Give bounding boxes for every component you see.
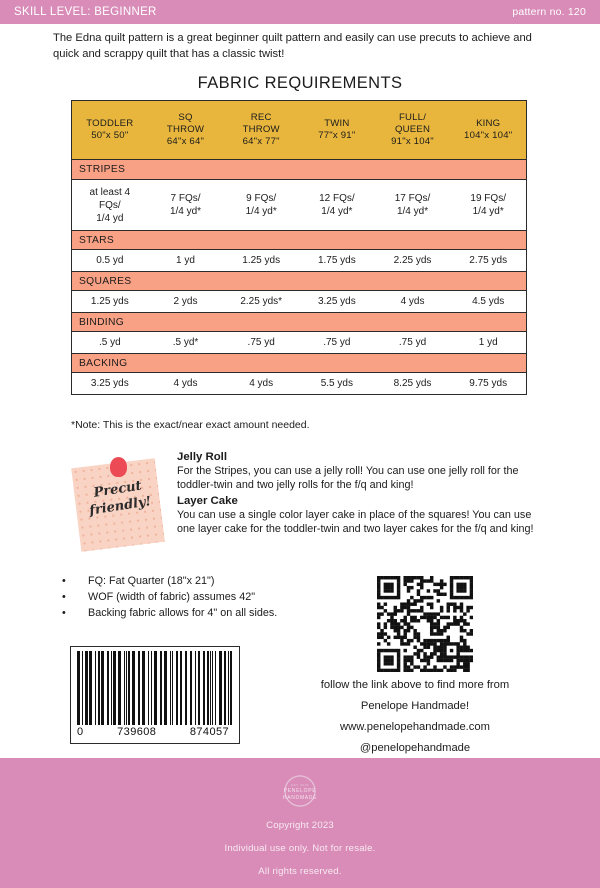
column-size: 64"x 77" [242, 136, 280, 148]
column-name: QUEEN [394, 123, 431, 135]
bullet-icon: • [62, 607, 66, 619]
column-size: 91"x 104" [391, 136, 434, 148]
table-row [72, 291, 526, 312]
list-item [62, 605, 362, 621]
list-item [62, 589, 362, 605]
follow-links-block [290, 675, 540, 759]
svg-text:HANDMADE: HANDMADE [282, 795, 318, 801]
table-row [72, 332, 526, 353]
barcode-digits [77, 725, 233, 738]
column-name: KING [476, 117, 501, 129]
cell-line: 0.5 yd [96, 255, 124, 266]
table-body [72, 160, 526, 394]
column-name: TWIN [324, 117, 350, 129]
individual-use-text: Individual use only. Not for resale. [224, 843, 376, 854]
barcode-digit-mid: 739608 [117, 726, 157, 738]
table-column-header [450, 101, 526, 159]
cell-line: 4 yds [249, 378, 274, 389]
table-section-header: BACKING [72, 353, 526, 373]
table-cell [299, 250, 375, 271]
table-row [72, 250, 526, 271]
table-cell [148, 291, 224, 312]
svg-text:PENELOPE: PENELOPE [283, 788, 317, 794]
page-footer [0, 758, 600, 888]
column-size: 104"x 104" [464, 130, 513, 141]
precut-info-block [177, 450, 537, 537]
intro-paragraph: The Edna quilt pattern is a great beginner quilt pattern and easily can use precuts to achieve and quick and scrappy quilt that has a classic twist! [53, 32, 532, 60]
table-cell [375, 373, 451, 394]
list-item-label: WOF (width of fabric) assumes 42" [88, 591, 256, 603]
sticky-note-line-2: friendly! [88, 494, 153, 519]
column-name: REC [250, 111, 272, 123]
cell-line: 2.25 yds* [240, 296, 283, 307]
website-url[interactable]: www.penelopehandmade.com [340, 721, 490, 733]
table-cell [223, 373, 299, 394]
table-note: *Note: This is the exact/near exact amount needed. [71, 419, 310, 431]
column-name: FULL/ [398, 111, 427, 123]
table-cell [223, 250, 299, 271]
cell-line: 1.25 yds [242, 255, 281, 266]
column-name: SQ [178, 111, 193, 123]
cell-line: 7 FQs/ [170, 193, 201, 204]
table-cell [299, 291, 375, 312]
cell-line: 19 FQs/ [470, 193, 506, 204]
table-cell [450, 250, 526, 271]
cell-line: 2.75 yds [469, 255, 508, 266]
barcode-digit-right: 874057 [189, 726, 229, 738]
table-cell [72, 180, 148, 230]
cell-line: .75 yd [398, 337, 427, 348]
table-column-header [223, 101, 299, 159]
barcode [70, 646, 240, 744]
table-section-header: STARS [72, 230, 526, 250]
list-item [62, 573, 362, 589]
table-cell [375, 180, 451, 230]
table-cell [223, 291, 299, 312]
cell-line: 4 yds [400, 296, 425, 307]
table-column-header [72, 101, 148, 159]
column-size: 77"x 91" [318, 130, 356, 141]
table-cell [375, 250, 451, 271]
cell-line: .75 yd [247, 337, 275, 348]
sticky-note-line-1: Precut [92, 478, 143, 501]
table-cell [450, 180, 526, 230]
column-size: 64"x 64" [166, 136, 205, 148]
skill-level-label: SKILL LEVEL: BEGINNER [14, 6, 157, 18]
cell-line: 5.5 yds [320, 378, 353, 389]
cell-line: 1/4 yd* [169, 206, 202, 217]
table-cell [148, 250, 224, 271]
column-name: THROW [242, 123, 280, 135]
layer-cake-heading: Layer Cake [177, 494, 238, 507]
jelly-roll-body: For the Stripes, you can use a jelly roll! You can use one jelly roll for the toddler-twin and two jelly rolls for the f/q and king! [177, 465, 519, 492]
table-row [72, 373, 526, 394]
cell-line: 17 FQs/ [394, 193, 431, 204]
table-section-header: STRIPES [72, 160, 526, 180]
cell-line: 1/4 yd* [472, 206, 504, 217]
brand-name: Penelope Handmade! [360, 700, 470, 712]
table-cell [72, 250, 148, 271]
table-cell [72, 373, 148, 394]
table-cell [72, 332, 148, 353]
skill-level-banner [0, 0, 600, 24]
cell-line: 3.25 yds [90, 378, 129, 389]
cell-line: 9 FQs/ [246, 193, 277, 204]
table-cell [450, 291, 526, 312]
fabric-requirements-table [71, 100, 527, 395]
table-cell [148, 373, 224, 394]
table-cell [450, 332, 526, 353]
list-item-label: FQ: Fat Quarter (18"x 21") [88, 575, 215, 587]
table-cell [223, 180, 299, 230]
pushpin-icon [110, 457, 127, 477]
definitions-list [62, 573, 362, 621]
barcode-digit-left: 0 [77, 726, 84, 738]
bullet-icon: • [62, 591, 66, 603]
table-cell [375, 332, 451, 353]
cell-line: FQs/ [99, 199, 121, 211]
cell-line: .5 yd* [172, 337, 199, 348]
table-cell [223, 332, 299, 353]
cell-line: .5 yd [98, 337, 121, 348]
table-column-header [299, 101, 375, 159]
cell-line: 1.25 yds [90, 296, 129, 307]
layer-cake-body: You can use a single color layer cake in place of the squares! You can use one layer cake for the toddler-twin and two layer cakes for the f/q and king! [177, 508, 534, 536]
table-column-header [148, 101, 224, 159]
table-cell [148, 332, 224, 353]
cell-line: 9.75 yds [469, 378, 508, 389]
table-section-header: BINDING [72, 312, 526, 332]
table-cell [72, 291, 148, 312]
table-header-row [72, 101, 526, 160]
barcode-gap [232, 651, 233, 725]
table-cell [299, 180, 375, 230]
table-cell [299, 373, 375, 394]
cell-line: 1/4 yd* [321, 206, 353, 217]
cell-line: 1/4 yd* [245, 206, 277, 217]
cell-line: 1/4 yd* [396, 206, 429, 217]
table-cell [375, 291, 451, 312]
column-name: TODDLER [86, 117, 134, 129]
cell-line: at least 4 [89, 186, 131, 198]
cell-line: 4 yds [173, 378, 198, 389]
table-section-header: SQUARES [72, 271, 526, 291]
follow-line-1: follow the link above to find more from [320, 679, 510, 691]
copyright-text: Copyright 2023 [266, 820, 334, 831]
cell-line: 8.25 yds [393, 378, 432, 389]
cell-line: 1 yd [478, 337, 498, 348]
cell-line: .75 yd [323, 337, 351, 348]
table-cell [450, 373, 526, 394]
cell-line: 1/4 yd [96, 212, 124, 224]
cell-line: 4.5 yds [472, 296, 505, 307]
list-item-label: Backing fabric allows for 4" on all sides. [88, 607, 278, 619]
table-column-header [375, 101, 451, 159]
qr-code[interactable] [377, 576, 473, 672]
svg-text:EST. 2019: EST. 2019 [291, 783, 309, 787]
page-title: FABRIC REQUIREMENTS [197, 74, 403, 92]
pattern-number-label: pattern no. 120 [512, 6, 586, 18]
table-row [72, 180, 526, 230]
penelope-handmade-logo [272, 766, 328, 814]
barcode-bars [77, 651, 233, 725]
cell-line: 1.75 yds [317, 255, 356, 266]
instagram-handle[interactable]: @penelopehandmade [359, 742, 471, 754]
cell-line: 2 yds [173, 296, 198, 307]
table-cell [299, 332, 375, 353]
all-rights-text: All rights reserved. [258, 866, 342, 877]
cell-line: 1 yd [176, 255, 195, 266]
cell-line: 2.25 yds [393, 255, 432, 266]
column-size: 50"x 50" [91, 130, 129, 141]
precut-friendly-sticky-note [72, 455, 168, 555]
column-name: THROW [166, 123, 205, 135]
jelly-roll-heading: Jelly Roll [177, 451, 228, 463]
cell-line: 12 FQs/ [319, 193, 355, 204]
cell-line: 3.25 yds [317, 296, 356, 307]
bullet-icon: • [62, 575, 66, 587]
table-cell [148, 180, 224, 230]
